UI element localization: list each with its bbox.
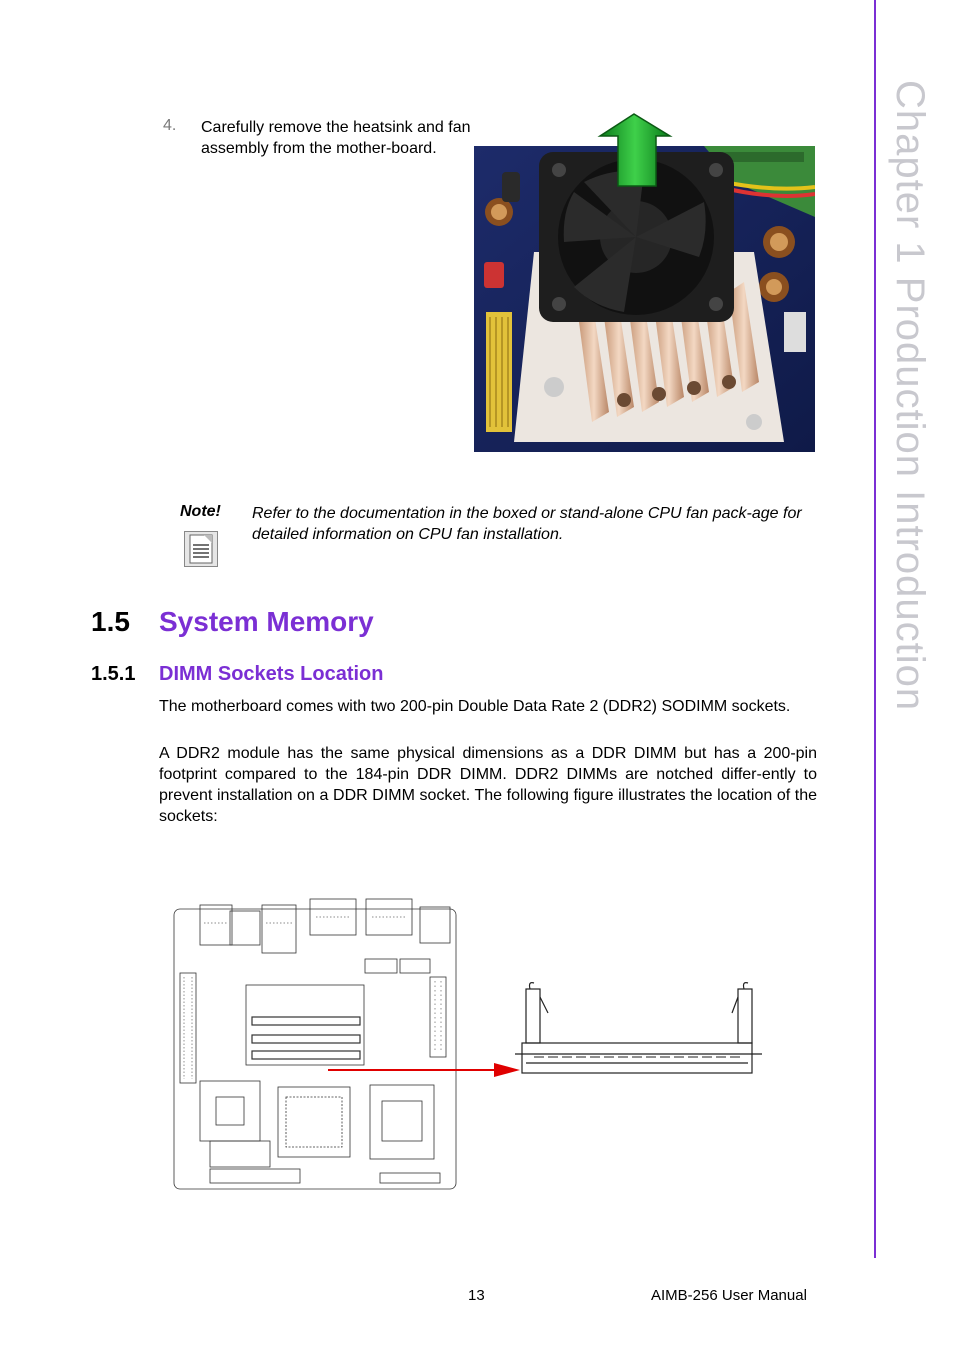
step-text: Carefully remove the heatsink and fan assembly from the mother-board. bbox=[201, 119, 471, 157]
body-paragraph: The motherboard comes with two 200-pin Double Data Rate 2 (DDR2) SODIMM sockets. bbox=[159, 698, 791, 715]
note-label: Note! bbox=[180, 503, 221, 520]
chapter-side-title: Chapter 1 Production Introduction bbox=[888, 80, 932, 712]
step-number: 4. bbox=[163, 117, 177, 134]
manual-name: AIMB-256 User Manual bbox=[651, 1287, 807, 1304]
page-number: 13 bbox=[468, 1287, 485, 1304]
body-paragraph: A DDR2 module has the same physical dimensions as a DDR DIMM but has a 200-pin footprint compared to the 184-pin DDR DIMM. DDR2 DIMMs are notched differ-ently to prevent installation on a DDR DIMM socket. The following figure illustrates the location of the sockets: bbox=[159, 745, 817, 825]
heatsink-removal-photo bbox=[474, 112, 815, 452]
section-title: System Memory bbox=[159, 606, 374, 637]
note-text: Refer to the documentation in the boxed or stand-alone CPU fan pack-age for detailed information on CPU fan installation. bbox=[252, 505, 802, 543]
subsection-title: DIMM Sockets Location bbox=[159, 663, 384, 685]
note-document-icon bbox=[184, 531, 218, 567]
dimm-sockets-location-diagram bbox=[170, 893, 770, 1193]
section-number: 1.5 bbox=[91, 606, 130, 637]
subsection-number: 1.5.1 bbox=[91, 663, 136, 685]
